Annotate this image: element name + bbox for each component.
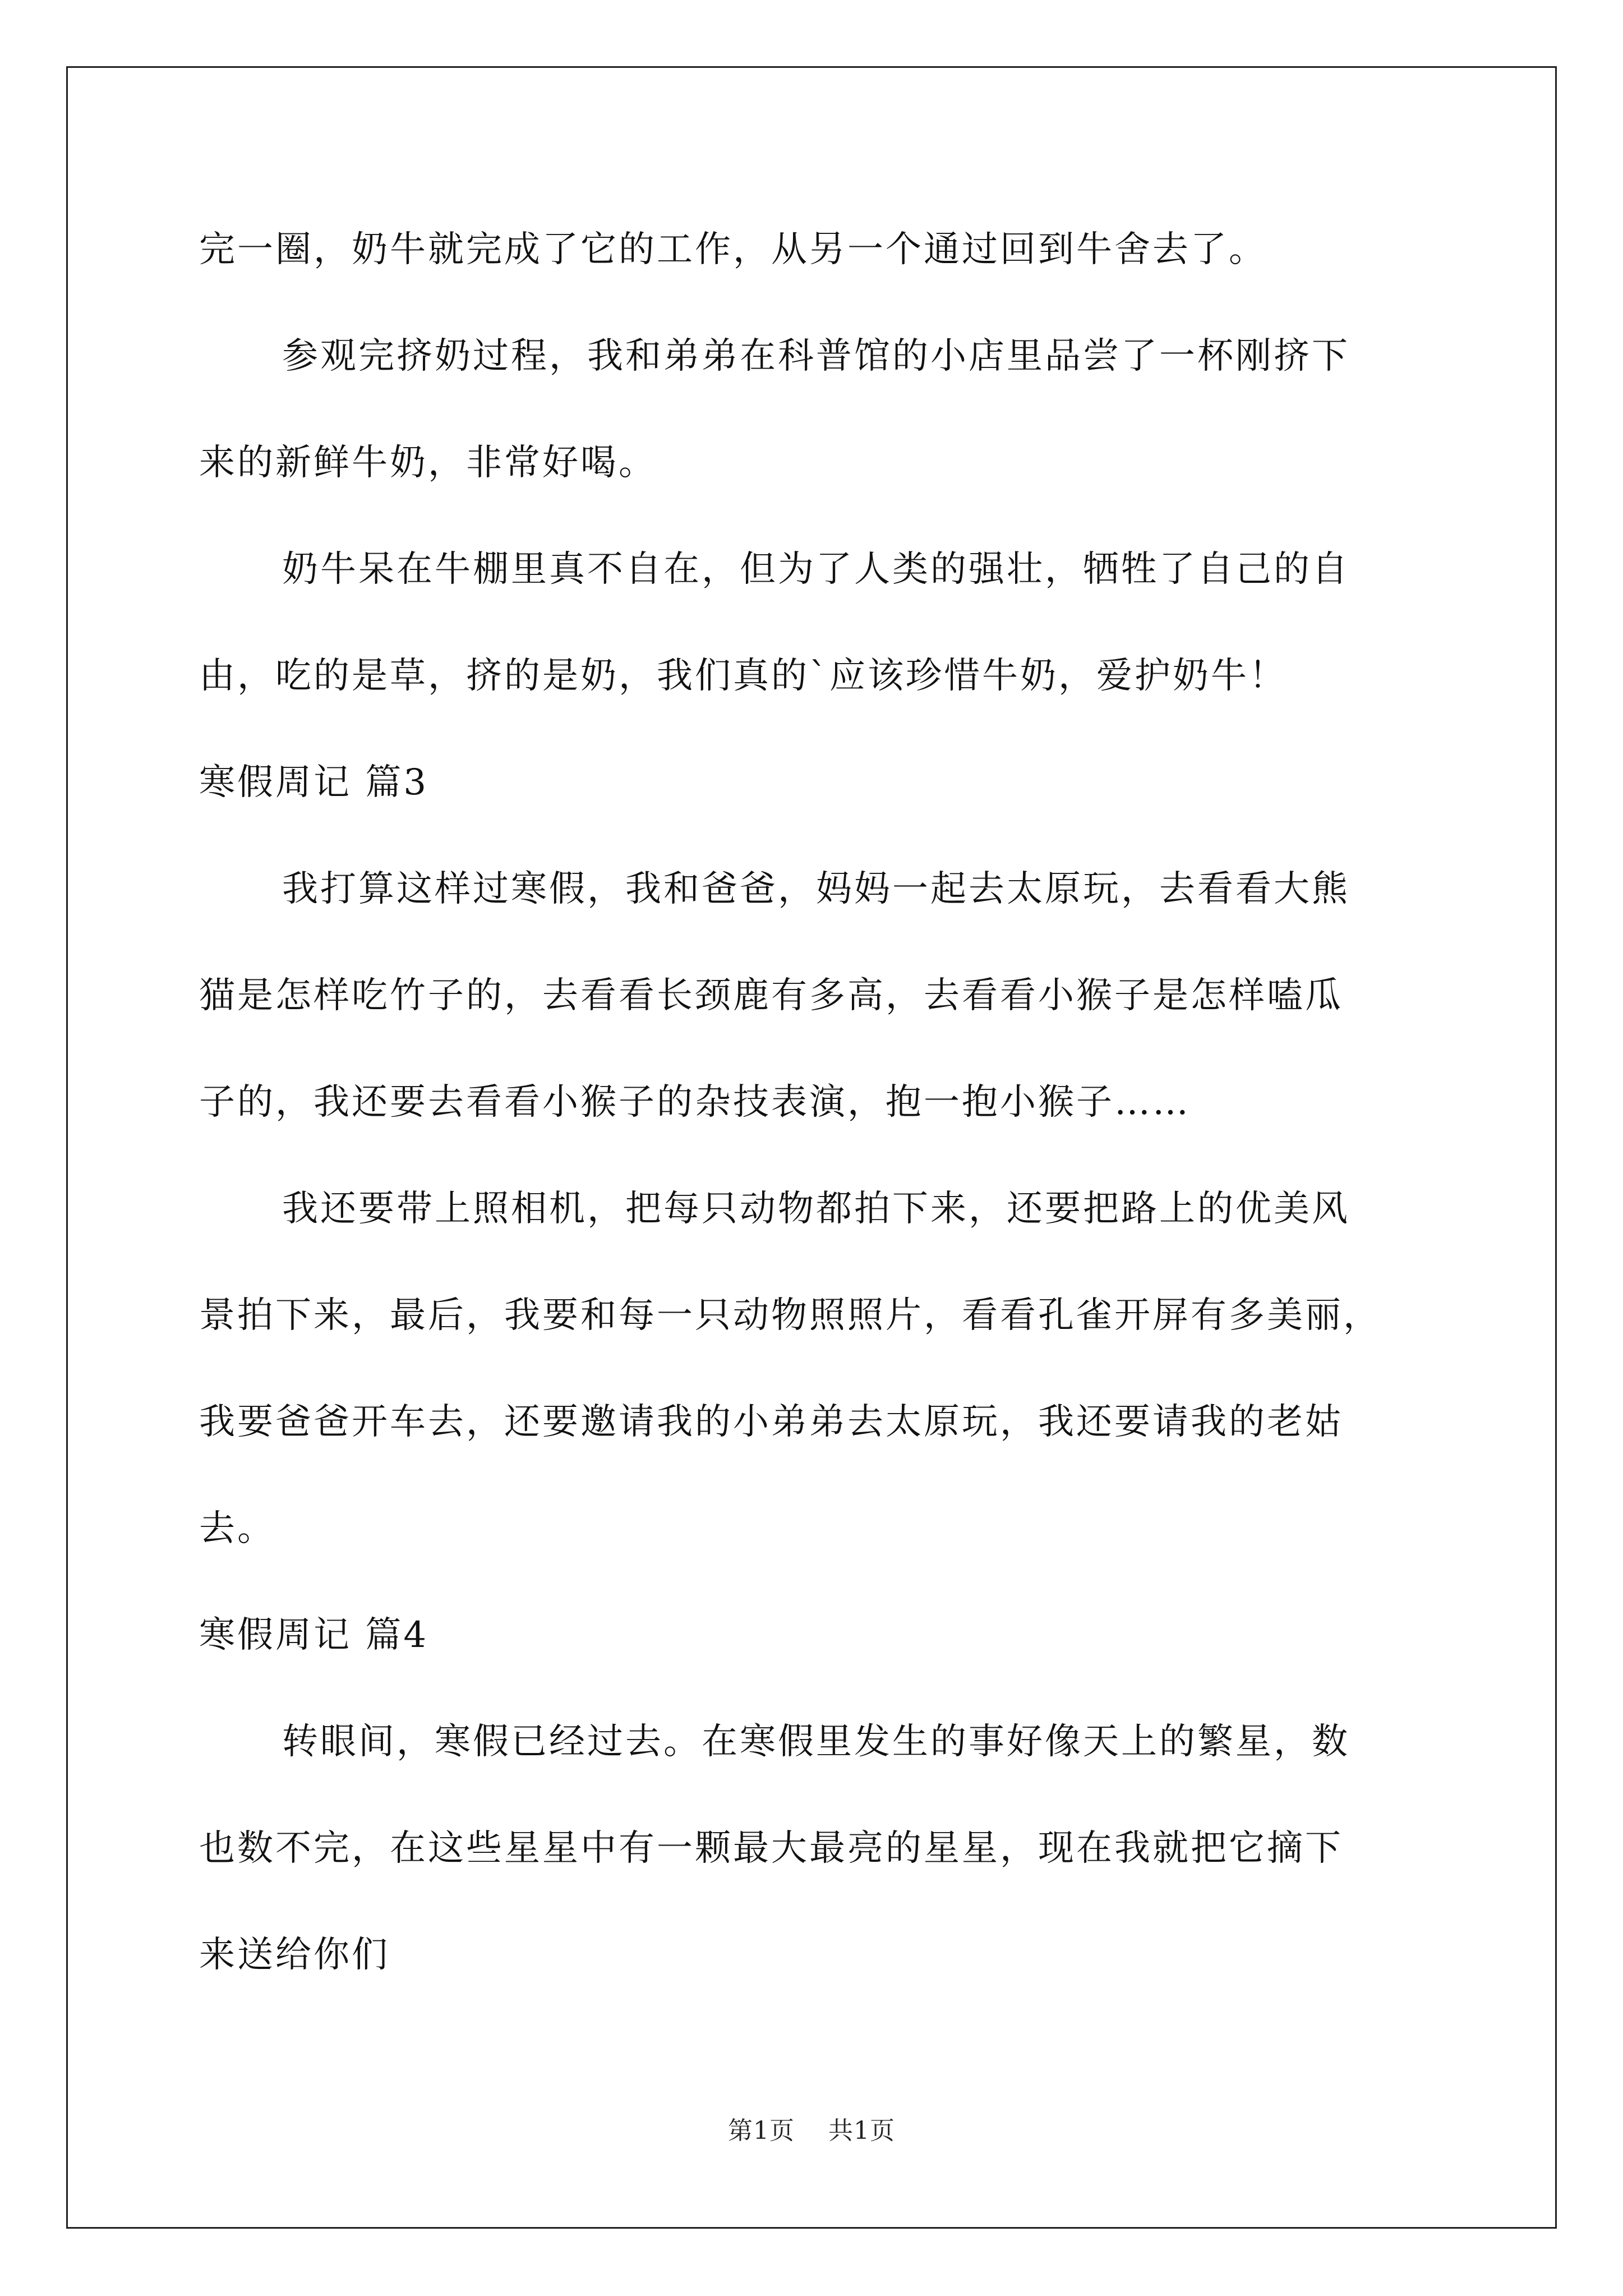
page-number: 第1页 bbox=[728, 2116, 795, 2145]
text-line: 转眼间，寒假已经过去。在寒假里发生的事好像天上的繁星，数 bbox=[282, 1721, 1350, 1763]
page-total: 共1页 bbox=[828, 2116, 895, 2145]
text-line: 景拍下来，最后，我要和每一只动物照照片，看看孔雀开屏有多美丽， bbox=[199, 1295, 1381, 1336]
text-line: 参观完挤奶过程，我和弟弟在科普馆的小店里品尝了一杯刚挤下 bbox=[282, 335, 1350, 377]
section-heading: 寒假周记 篇3 bbox=[199, 762, 429, 803]
text-line: 子的，我还要去看看小猴子的杂技表演，抱一抱小猴子…… bbox=[199, 1082, 1191, 1123]
section-heading: 寒假周记 篇4 bbox=[199, 1614, 429, 1656]
text-line: 完一圈，奶牛就完成了它的工作，从另一个通过回到牛舍去了。 bbox=[199, 229, 1267, 270]
text-line: 来的新鲜牛奶，非常好喝。 bbox=[199, 442, 657, 484]
text-line: 猫是怎样吃竹子的，去看看长颈鹿有多高，去看看小猴子是怎样嗑瓜 bbox=[199, 975, 1343, 1016]
text-line: 我要爸爸开车去，还要邀请我的小弟弟去太原玩，我还要请我的老姑 bbox=[199, 1401, 1343, 1443]
text-line: 奶牛呆在牛棚里真不自在，但为了人类的强壮，牺牲了自己的自 bbox=[282, 549, 1350, 590]
document-body bbox=[199, 196, 1433, 2008]
text-line: 由，吃的是草，挤的是奶，我们真的`应该珍惜牛奶，爱护奶牛！ bbox=[199, 655, 1287, 697]
text-line: 也数不完，在这些星星中有一颗最大最亮的星星，现在我就把它摘下 bbox=[199, 1828, 1343, 1869]
text-line: 我还要带上照相机，把每只动物都拍下来，还要把路上的优美风 bbox=[282, 1188, 1350, 1230]
text-line: 我打算这样过寒假，我和爸爸，妈妈一起去太原玩，去看看大熊 bbox=[282, 868, 1350, 910]
text-line: 去。 bbox=[199, 1508, 275, 1549]
page-footer bbox=[0, 2110, 1623, 2146]
text-line: 来送给你们 bbox=[199, 1934, 390, 1976]
